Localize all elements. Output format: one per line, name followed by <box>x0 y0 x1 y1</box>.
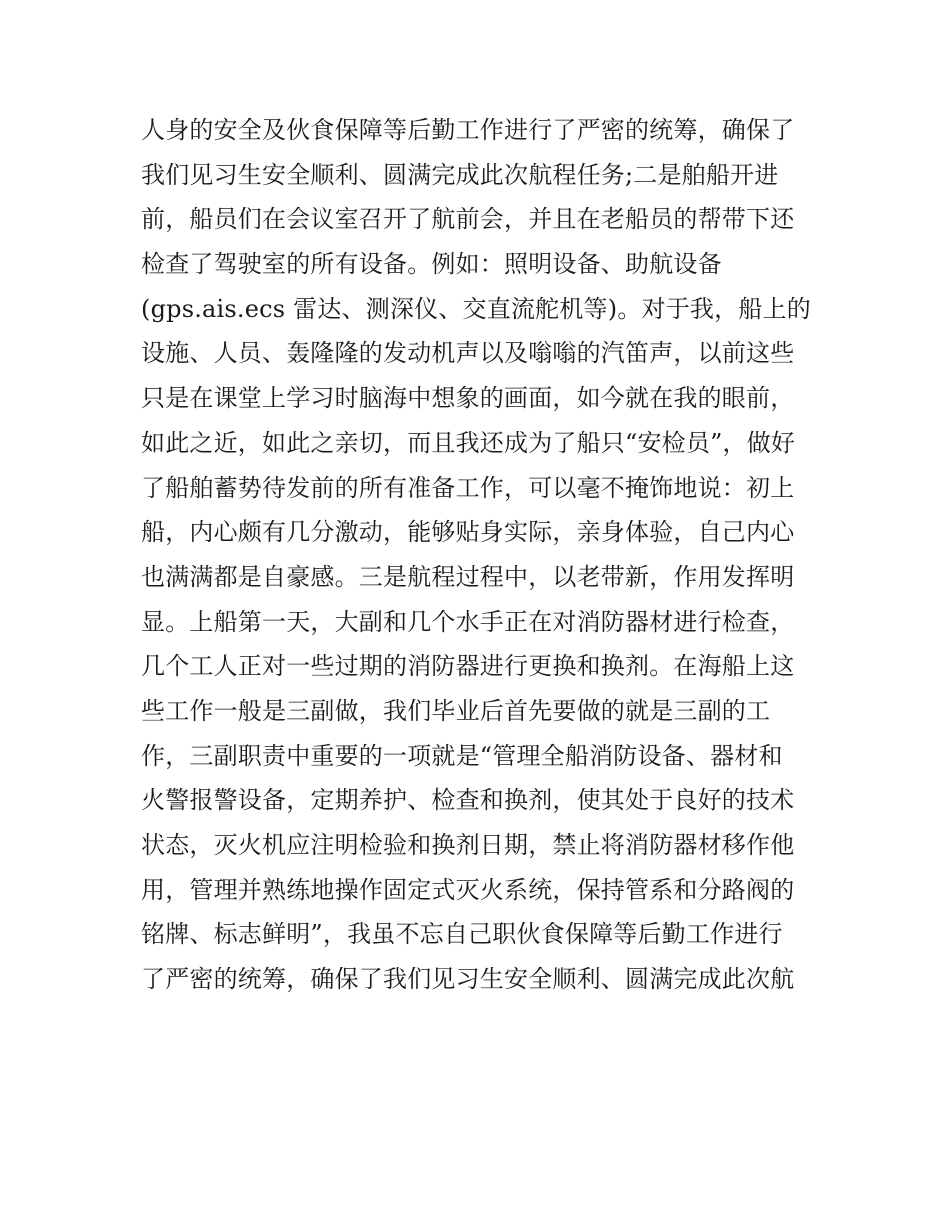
text-line-7: 只是在课堂上学习时脑海中想象的画面，如今就在我的眼前， <box>141 384 795 413</box>
text-line-13: 几个工人正对一些过期的消防器进行更换和换剂。在海船上这 <box>141 652 795 681</box>
text-line-17: 状态，灭火机应注明检验和换剂日期，禁止将消防器材移作他 <box>141 831 795 859</box>
text-line-14: 些工作一般是三副做，我们毕业后首先要做的就是三副的工 <box>141 696 771 725</box>
text-line-3: 前，船员们在会议室召开了航前会，并且在老船员的帮带下还 <box>141 205 795 234</box>
body-paragraph <box>141 108 821 1002</box>
text-line-9: 了船舶蓄势待发前的所有准备工作，可以毫不掩饰地说：初上 <box>141 473 795 502</box>
text-line-10: 船，内心颇有几分激动，能够贴身实际，亲身体验，自己内心 <box>141 518 795 547</box>
text-line-8: 如此之近，如此之亲切，而且我还成为了船只“安检员”，做好 <box>141 428 796 457</box>
text-line-6: 设施、人员、轰隆隆的发动机声以及嗡嗡的汽笛声，以前这些 <box>141 339 795 368</box>
text-line-20: 了严密的统筹，确保了我们见习生安全顺利、圆满完成此次航 <box>141 965 795 994</box>
text-line-16: 火警报警设备，定期养护、检查和换剂，使其处于良好的技术 <box>141 786 795 815</box>
text-line-2: 我们见习生安全顺利、圆满完成此次航程任务;二是舶船开进 <box>141 160 779 189</box>
text-line-4: 检查了驾驶室的所有设备。例如：照明设备、助航设备 <box>141 250 722 279</box>
text-line-12: 显。上船第一天，大副和几个水手正在对消防器材进行检查， <box>141 607 795 636</box>
text-line-11: 也满满都是自豪感。三是航程过程中，以老带新，作用发挥明 <box>141 562 795 591</box>
text-line-15: 作，三副职责中重要的一项就是“管理全船消防设备、器材和 <box>141 741 783 770</box>
text-line-19: 铭牌、标志鲜明”，我虽不忘自己职伙食保障等后勤工作进行 <box>141 920 783 949</box>
text-line-5: (gps.ais.ecs 雷达、测深仪、交直流舵机等)。对于我，船上的 <box>141 294 811 323</box>
text-line-1: 人身的安全及伙食保障等后勤工作进行了严密的统筹，确保了 <box>141 116 795 144</box>
text-line-18: 用，管理并熟练地操作固定式灭火系统，保持管系和分路阀的 <box>141 875 795 904</box>
